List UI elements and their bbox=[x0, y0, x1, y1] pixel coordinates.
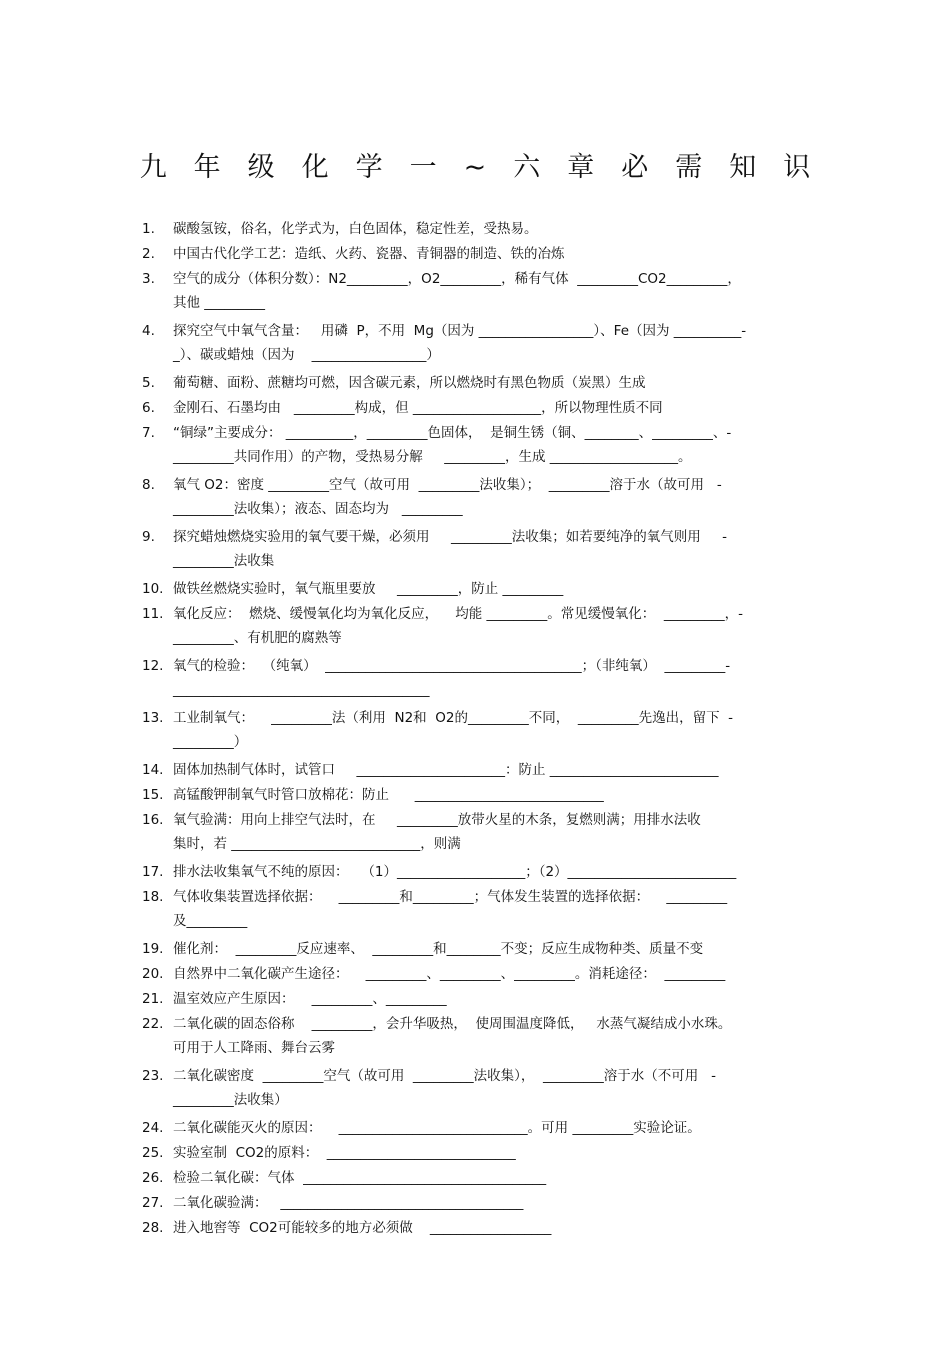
document-title: 九年级化学一~六章必需知识 bbox=[139, 152, 838, 183]
item-number: 16. bbox=[142, 812, 164, 828]
item-text: 进入地窖等 CO2可能较多的地方必须做 __________________ bbox=[173, 1220, 552, 1236]
item-number: 10. bbox=[142, 581, 164, 597]
item-text: 实验室制 CO2的原料： ____________________________ bbox=[173, 1145, 516, 1161]
item-number: 4. bbox=[142, 323, 155, 339]
item-text: 催化剂： _________反应速率、 _________和________不变；反应生成物种类、质量不变 bbox=[173, 941, 704, 957]
list-item bbox=[142, 602, 807, 650]
item-text: 自然界中二氧化碳产生途径： _________、_________、_________。消耗途径： _________ bbox=[173, 966, 726, 982]
item-text: 金刚石、石墨均由 _________构成，但 ___________________，所以物理性质不同 bbox=[173, 400, 663, 416]
list-item bbox=[142, 473, 807, 521]
item-number: 26. bbox=[142, 1170, 164, 1186]
item-text: 氧气 O2：密度 _________空气（故可用 _________法收集）； _________溶于水（故可用 - _________法收集）；液态、固态均为 _________ bbox=[173, 477, 722, 517]
item-number: 17. bbox=[142, 864, 164, 880]
item-number: 28. bbox=[142, 1220, 164, 1236]
item-text: 空气的成分（体积分数）：N2_________，O2_________，稀有气体 _________CO2_________， 其他 _________ bbox=[173, 271, 741, 311]
item-number: 13. bbox=[142, 710, 164, 726]
list-item bbox=[142, 1141, 807, 1165]
list-item bbox=[142, 1216, 807, 1240]
list-item bbox=[142, 396, 807, 420]
list-item bbox=[142, 758, 807, 782]
item-number: 8. bbox=[142, 477, 155, 493]
item-text: 气体收集装置选择依据： _________和_________；气体发生装置的选择依据： _________ 及_________ bbox=[173, 889, 728, 929]
list-item bbox=[142, 987, 807, 1011]
item-number: 20. bbox=[142, 966, 164, 982]
item-text: 做铁丝燃烧实验时，氧气瓶里要放 _________，防止 _________ bbox=[173, 581, 564, 597]
item-text: 氧气验满：用向上排空气法时，在 _________放带火星的木条，复燃则满；用排水法收 集时，若 ____________________________，则满 bbox=[173, 812, 701, 852]
item-number: 5. bbox=[142, 375, 155, 391]
item-number: 6. bbox=[142, 400, 155, 416]
item-text: 二氧化碳验满： ____________________________________ bbox=[173, 1195, 524, 1211]
item-text: 工业制氧气： _________法（利用 N2和 O2的_________不同， _________先逸出，留下 - _________） bbox=[173, 710, 734, 750]
list-item bbox=[142, 525, 807, 573]
item-text: 探究空气中氧气含量： 用磷 P，不用 Mg（因为 _________________）、Fe（因为 __________- _）、碳或蜡烛（因为 _________________） bbox=[173, 323, 747, 363]
item-number: 27. bbox=[142, 1195, 164, 1211]
list-item bbox=[142, 654, 807, 702]
item-text: 氧化反应： 燃烧、缓慢氧化均为氧化反应， 均能 _________。常见缓慢氧化： _________，- _________、有机肥的腐熟等 bbox=[173, 606, 743, 646]
list-item bbox=[142, 706, 807, 754]
list-item bbox=[142, 1012, 807, 1060]
item-text: 中国古代化学工艺：造纸、火药、瓷器、青铜器的制造、铁的冶炼 bbox=[173, 246, 565, 262]
item-number: 7. bbox=[142, 425, 155, 441]
item-text: 氧气的检验： （纯氧） ______________________________________；（非纯氧） _________- ______________________________________ bbox=[173, 658, 731, 698]
list-item bbox=[142, 808, 807, 856]
item-number: 23. bbox=[142, 1068, 164, 1084]
item-text: 固体加热制气体时，试管口 ______________________：防止 _________________________ bbox=[173, 762, 719, 778]
item-number: 1. bbox=[142, 221, 155, 237]
item-number: 24. bbox=[142, 1120, 164, 1136]
item-number: 11. bbox=[142, 606, 164, 622]
item-text: 探究蜡烛燃烧实验用的氧气要干燥，必须用 _________法收集；如若要纯净的氧气则用 - _________法收集 bbox=[173, 529, 728, 569]
list-item bbox=[142, 783, 807, 807]
item-number: 21. bbox=[142, 991, 164, 1007]
list-item bbox=[142, 1116, 807, 1140]
list-item bbox=[142, 885, 807, 933]
item-number: 3. bbox=[142, 271, 155, 287]
item-text: 二氧化碳能灭火的原因： ____________________________。可用 _________实验论证。 bbox=[173, 1120, 701, 1136]
list-item bbox=[142, 1191, 807, 1215]
list-item bbox=[142, 242, 807, 266]
item-number: 25. bbox=[142, 1145, 164, 1161]
item-text: 温室效应产生原因： _________、_________ bbox=[173, 991, 447, 1007]
item-text: 碳酸氢铵，俗名，化学式为，白色固体，稳定性差，受热易。 bbox=[173, 221, 538, 237]
item-number: 19. bbox=[142, 941, 164, 957]
item-text: “铜绿”主要成分： __________，_________色固体， 是铜生锈（铜、________、_________、- _________共同作用）的产物，受热易分解 _________，生成 ___________________。 bbox=[173, 425, 732, 465]
list-item bbox=[142, 371, 807, 395]
item-number: 15. bbox=[142, 787, 164, 803]
item-text: 检验二氧化碳：气体 ____________________________________ bbox=[173, 1170, 547, 1186]
list-item bbox=[142, 217, 807, 241]
knowledge-list bbox=[142, 217, 807, 1241]
list-item bbox=[142, 319, 807, 367]
list-item bbox=[142, 577, 807, 601]
list-item bbox=[142, 1166, 807, 1190]
item-number: 12. bbox=[142, 658, 164, 674]
list-item bbox=[142, 860, 807, 884]
list-item bbox=[142, 962, 807, 986]
item-number: 22. bbox=[142, 1016, 164, 1032]
item-number: 2. bbox=[142, 246, 155, 262]
list-item bbox=[142, 1064, 807, 1112]
item-text: 二氧化碳密度 _________空气（故可用 _________法收集）， _________溶于水（不可用 - _________法收集） bbox=[173, 1068, 716, 1108]
item-number: 9. bbox=[142, 529, 155, 545]
item-text: 二氧化碳的固态俗称 _________，会升华吸热， 使周围温度降低， 水蒸气凝结成小水珠。 可用于人工降雨、舞台云雾 bbox=[173, 1016, 732, 1056]
list-item bbox=[142, 937, 807, 961]
item-text: 排水法收集氧气不纯的原因： （1）___________________；（2）_________________________ bbox=[173, 864, 737, 880]
item-text: 高锰酸钾制氧气时管口放棉花：防止 ____________________________ bbox=[173, 787, 604, 803]
item-number: 14. bbox=[142, 762, 164, 778]
item-number: 18. bbox=[142, 889, 164, 905]
list-item bbox=[142, 267, 807, 315]
item-text: 葡萄糖、面粉、蔗糖均可燃，因含碳元素，所以燃烧时有黑色物质（炭黑）生成 bbox=[173, 375, 646, 391]
list-item bbox=[142, 421, 807, 469]
